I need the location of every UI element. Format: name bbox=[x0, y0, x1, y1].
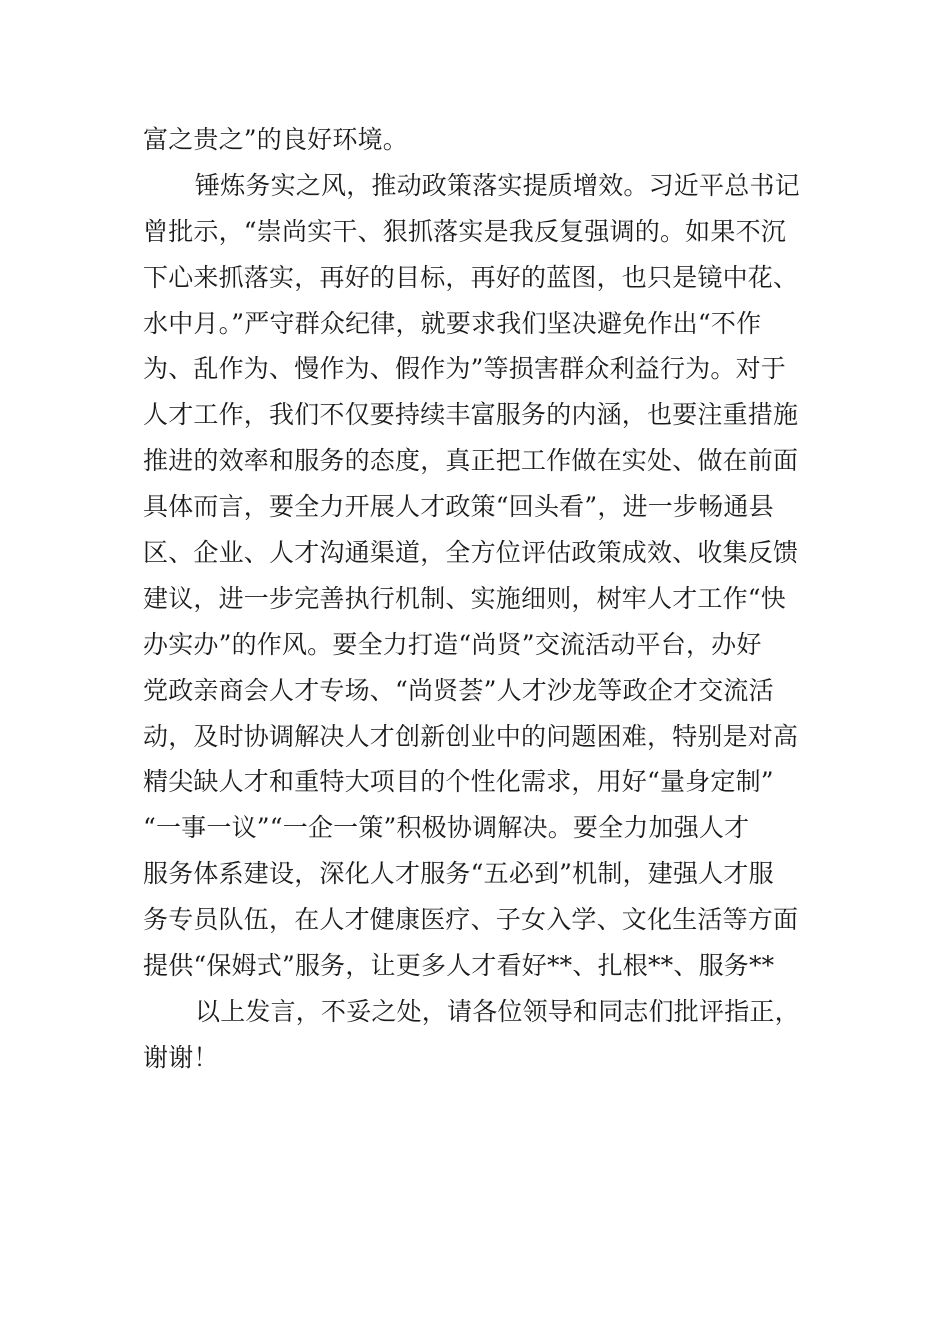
text-line: 动，及时协调解决人才创新创业中的问题困难，特别是对高 bbox=[143, 721, 799, 751]
text-line: 富之贵之”的良好环境。 bbox=[143, 125, 408, 154]
paragraph-start-line: 锤炼务实之风，推动政策落实提质增效。习近平总书记 bbox=[195, 170, 800, 200]
text-line: 党政亲商会人才专场、“尚贤荟”人才沙龙等政企才交流活 bbox=[143, 675, 774, 705]
text-line: 水中月。”严守群众纪律，就要求我们坚决避免作出“不作 bbox=[143, 308, 762, 338]
text-line: 推进的效率和服务的态度，真正把工作做在实处、做在前面 bbox=[143, 446, 799, 476]
text-line: 服务体系建设，深化人才服务“五必到”机制，建强人才服 bbox=[143, 859, 774, 889]
text-line: “一事一议”“一企一策”积极协调解决。要全力加强人才 bbox=[143, 813, 750, 843]
thanks-line: 谢谢！ bbox=[143, 1042, 219, 1072]
text-line: 务专员队伍，在人才健康医疗、子女入学、文化生活等方面 bbox=[143, 905, 799, 935]
text-line: 建议，进一步完善执行机制、实施细则，树牢人才工作“快 bbox=[143, 583, 786, 613]
text-line: 为、乱作为、慢作为、假作为”等损害群众利益行为。对于 bbox=[143, 354, 786, 384]
text-line: 精尖缺人才和重特大项目的个性化需求，用好“量身定制” bbox=[143, 767, 774, 797]
closing-remark-line: 以上发言，不妥之处，请各位领导和同志们批评指正， bbox=[195, 996, 800, 1026]
text-line: 人才工作，我们不仅要持续丰富服务的内涵，也要注重措施 bbox=[143, 400, 799, 430]
body-text bbox=[143, 117, 807, 1081]
text-line: 下心来抓落实，再好的目标，再好的蓝图，也只是镜中花、 bbox=[143, 262, 799, 292]
text-line: 提供“保姆式”服务，让更多人才看好**、扎根**、服务** bbox=[143, 951, 775, 981]
text-line: 具体而言，要全力开展人才政策“回头看”，进一步畅通县 bbox=[143, 492, 774, 522]
text-line: 区、企业、人才沟通渠道，全方位评估政策成效、收集反馈 bbox=[143, 538, 799, 568]
text-line: 曾批示，“崇尚实干、狠抓落实是我反复强调的。如果不沉 bbox=[143, 216, 786, 246]
text-line: 办实办”的作风。要全力打造“尚贤”交流活动平台，办好 bbox=[143, 629, 762, 659]
